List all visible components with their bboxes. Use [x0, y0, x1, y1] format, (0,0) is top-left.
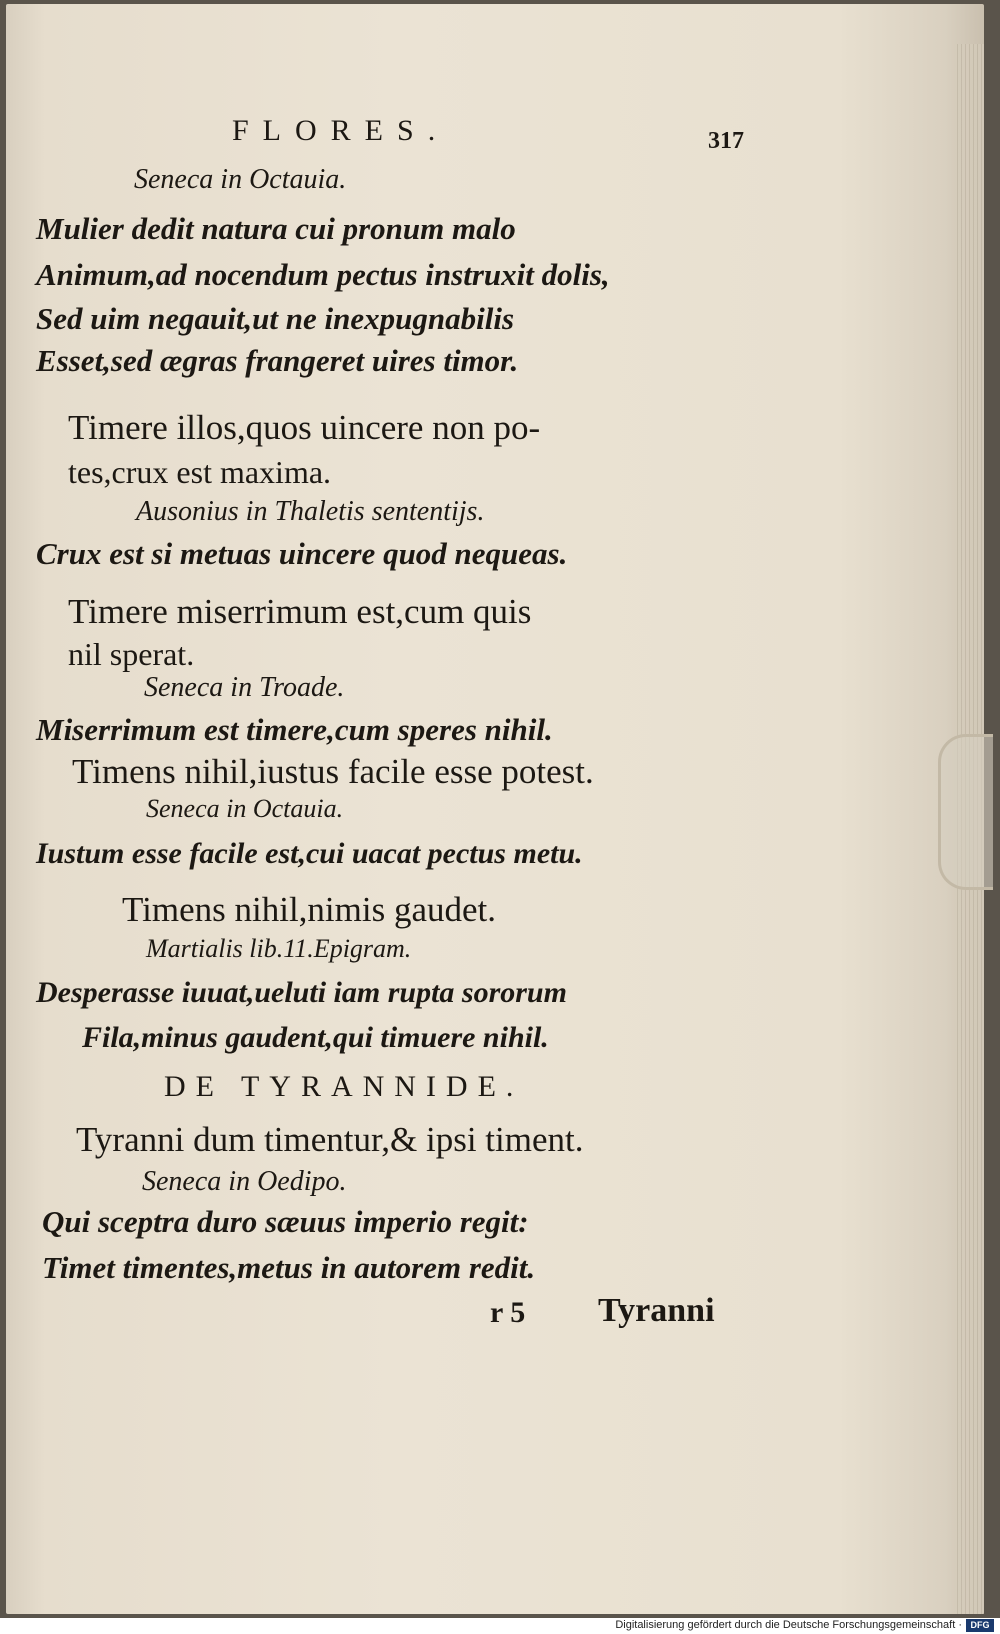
book-page [6, 4, 984, 1614]
running-header: FLORES. [232, 114, 450, 147]
sentence-line: Timens nihil,nimis gaudet. [122, 890, 497, 929]
section-heading: DE TYRANNIDE. [164, 1070, 524, 1103]
sentence-line: tes,crux est maxima. [68, 454, 332, 490]
sentence-line: Tyranni dum timentur,& ipsi timent. [76, 1120, 584, 1159]
verse-line: Esset,sed ægras frangeret uires timor. [36, 343, 519, 378]
verse-line: Miserrimum est timere,cum speres nihil. [36, 712, 553, 747]
verse-line: Mulier dedit natura cui pronum malo [36, 211, 516, 246]
source-citation: Ausonius in Thaletis sententijs. [136, 496, 485, 527]
page-number: 317 [708, 128, 744, 154]
signature-mark: r 5 [490, 1296, 526, 1329]
verse-line: Qui sceptra duro sæuus imperio regit: [42, 1204, 529, 1239]
verse-line: Desperasse iuuat,ueluti iam rupta sororum [36, 976, 567, 1009]
source-citation: Seneca in Troade. [144, 672, 345, 703]
catchword: Tyranni [598, 1292, 715, 1329]
verse-line: Sed uim negauit,ut ne inexpugnabilis [36, 301, 515, 336]
verse-line: Iustum esse facile est,cui uacat pectus metu. [36, 837, 583, 870]
sentence-line: Timere miserrimum est,cum quis [68, 592, 532, 631]
sentence-line: nil sperat. [68, 636, 195, 672]
verse-line: Crux est si metuas uincere quod nequeas. [36, 536, 568, 571]
source-citation: Seneca in Oedipo. [142, 1166, 347, 1197]
page-clip [938, 734, 993, 890]
funding-credit: Digitalisierung gefördert durch die Deutsche Forschungsgemeinschaft · [615, 1619, 962, 1631]
dfg-logo: DFG [966, 1619, 994, 1632]
verse-line: Animum,ad nocendum pectus instruxit dolis, [36, 257, 610, 292]
source-citation: Seneca in Octauia. [146, 794, 344, 823]
sentence-line: Timens nihil,iustus facile esse potest. [72, 752, 594, 791]
sentence-line: Timere illos,quos uincere non po- [68, 408, 541, 447]
source-citation: Seneca in Octauia. [134, 164, 347, 195]
verse-line: Timet timentes,metus in autorem redit. [42, 1250, 536, 1285]
source-citation: Martialis lib.11.Epigram. [146, 934, 412, 963]
verse-line: Fila,minus gaudent,qui timuere nihil. [82, 1021, 549, 1054]
